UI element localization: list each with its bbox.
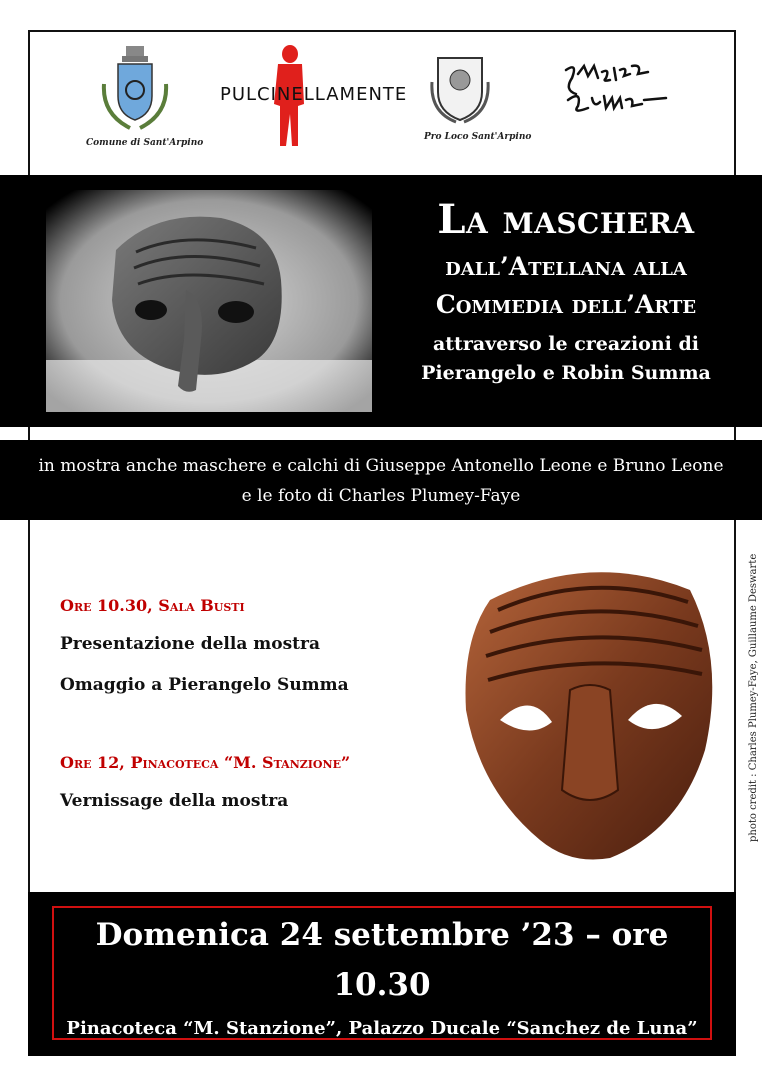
exhibition-line2: e le foto di Charles Plumey-Faye [241, 486, 521, 506]
title-line3: Commedia dell’Arte [435, 290, 697, 319]
proloco-caption: Pro Loco Sant'Arpino [424, 132, 532, 142]
pulcinellamente-logo-text: PULCINELLAMENTE [220, 84, 408, 105]
maschere-summa-logo [558, 60, 674, 116]
event-1 [60, 594, 440, 697]
footer-text [52, 910, 712, 1084]
comune-caption: Comune di Sant'Arpino [86, 138, 204, 148]
title-main: La maschera [437, 196, 695, 243]
title-line5: Pierangelo e Robin Summa [421, 362, 711, 384]
event-time: Ore 12, Pinacoteca “M. Stanzione” [60, 753, 351, 772]
event-line: Omaggio a Pierangelo Summa [60, 675, 349, 695]
event-2 [60, 751, 440, 813]
title-line4: attraverso le creazioni di [432, 333, 700, 355]
exhibition-text [0, 451, 762, 511]
photo-credit: photo credit : Charles Plumey-Faye, Guillaume Deswarte [748, 553, 759, 842]
band-gap [30, 427, 734, 440]
exhibition-line1: in mostra anche maschere e calchi di Giuseppe Antonello Leone e Bruno Leone [38, 456, 724, 476]
comune-crest-icon [100, 44, 170, 134]
event-line: Presentazione della mostra [60, 634, 320, 654]
event-line: Vernissage della mostra [60, 791, 289, 811]
mask-photo-bw [46, 190, 372, 412]
footer-place2: Piazza Macrì - Sant’Arpino (CE) [221, 1055, 543, 1076]
proloco-crest-icon [430, 52, 490, 124]
events-list [60, 594, 440, 813]
footer-date: Domenica 24 settembre ’23 – ore 10.30 [95, 917, 669, 1003]
title-block [380, 192, 752, 388]
footer-place1: Pinacoteca “M. Stanzione”, Palazzo Ducale “Sanchez de Luna” [66, 1018, 698, 1039]
event-time: Ore 10.30, Sala Busti [60, 596, 245, 615]
logos-row [30, 32, 734, 172]
title-line2: dall’Atellana alla [445, 252, 687, 281]
mask-photo-copper [440, 540, 740, 870]
